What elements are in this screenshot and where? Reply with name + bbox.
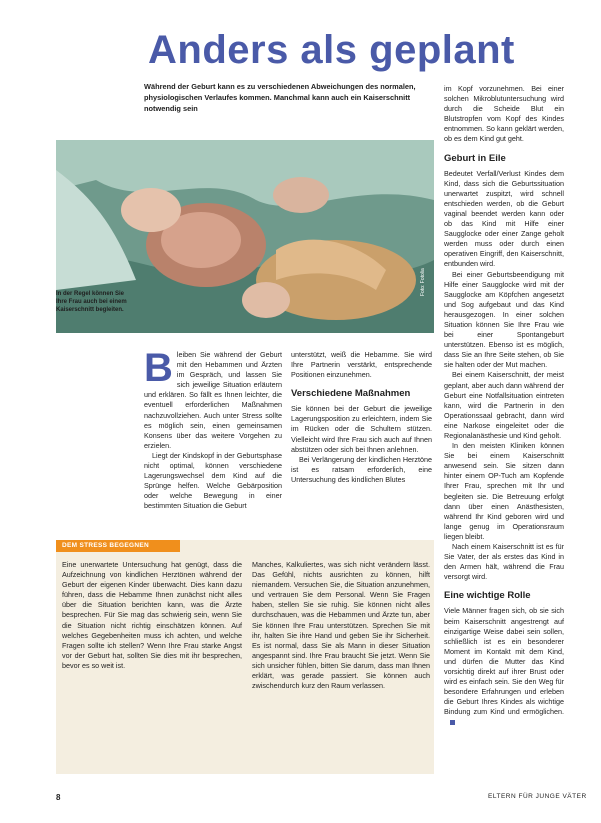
heading-geburt-in-eile: Geburt in Eile (444, 152, 506, 164)
col1-paragraph-2: Liegt der Kindskopf in der Geburtsphase nicht optimal, können verschiedene Lagerungswechsel dem Kind auf die Sprünge helfen. Welche Gebärposition oder welche Bewegung in einer bestimmten Situation die Geburt (144, 450, 282, 511)
stress-sidebar-col-1: Eine unerwartete Untersuchung hat genügt, dass die Aufzeichnung von kindlichen Herztönen während der Geburt der eigenen Kinder überwacht. Dies kann dazu führen, dass die Hebamme Ihnen zunächst nicht alles über die Situation berichten kann, was die Ärzte besprechen. Für Sie mag das schwierig sein, wenn Sie die Situation nicht richtig einschätzen können. Auf welches Gegebenheiten muss ich achten, und welche Fragen sollte ich stellen? Wenn Ihre Frau starke Angst vor der Geburt hat, sollten Sie dies mit ihr besprechen, bevor es so weit ist. (62, 560, 242, 670)
col3-paragraph-3: Bei einer Geburtsbeendigung mit Hilfe einer Saugglocke wird mit der Saugglocke am Köpfchen angesetzt und Sog aufgebaut und das Kind herausgezogen. In einer solchen Situation können Sie Ihre Frau wie bei einer Spontangeburt unterstützen. Ebenso ist es möglich, dass Sie an Ihre Seite stehen, ob Sie sie halten oder der Mut machen. (444, 269, 564, 370)
col3-paragraph-5: In den meisten Kliniken können Sie bei einem Kaiserschnitt anwesend sein. Sie sitzen dann hinter einem OP-Tuch am Kopfende Ihrer Frau, sprechen mit Ihr und begleiten sie. Die Betreuung erfolgt dann über einen Anästhesisten, während Ihr Kind geboren wird und lange genug im Operationsraum liegen bleibt. (444, 441, 564, 541)
end-mark (450, 720, 455, 725)
col1-paragraph-1: leiben Sie während der Geburt mit den Hebammen und Ärzten im Gespräch, und lassen Sie sich jeweilige Situation erläutern und erklären. So fällt es Ihnen leichter, die eventuell erforderlichen Maßnahmen nachzuvollziehen. Auch unter Stress sollte es möglich sein, einen gemeinsamen Konsens über das weitere Vorgehen zu erzielen. (144, 350, 282, 450)
stress-sidebar-heading: DEM STRESS BEGEGNEN (56, 540, 180, 552)
photo-caption: In der Regel können Sie Ihre Frau auch bei einem Kaiserschnitt begleiten. (56, 291, 127, 313)
col2-paragraph-3: Bei Verlängerung der kindlichen Herztöne ist es ratsam erforderlich, eine Untersuchung des kindlichen Blutes (291, 454, 432, 484)
column-1 (144, 346, 282, 512)
article-title: Anders als geplant (148, 28, 515, 72)
col3-paragraph-6: Nach einem Kaiserschnitt ist es für Sie Vater, der als erstes das Kind in den Armen hält, während die Frau versorgt wird. (444, 542, 564, 582)
col3-paragraph-1: im Kopf vorzunehmen. Bei einer solchen Mikroblutuntersuchung wird durch die Scheide Blut ein Blutstropfen vom Kopf des Kindes entnommen. So kann geklärt werden, ob es dem Kind gut geht. (444, 84, 564, 144)
heading-eine-wichtige-rolle: Eine wichtige Rolle (444, 590, 531, 602)
stress-sidebar-col-2: Manches, Kalkuliertes, was sich nicht verändern lässt. Das Gefühl, nichts ausrichten zu können, hilft niemandem. Versuchen Sie, die Situation anzunehmen, und vertrauen Sie dem Personal. Wenn Sie Fragen haben, stellen Sie sie ruhig. Sie können nicht alles durchschauen, was die Hebammen und Ärzte tun, aber Sie können Ihre Frau unterstützen. Sprechen Sie mit ihr, halten Sie ihre Hand und geben Sie ihr Sicherheit. Es ist normal, dass Sie als Mann in dieser Situation angespannt sind. Ihre Frau braucht Sie jetzt. Wenn Sie sich unsicher fühlen, bitten Sie darum, dass man Ihnen erklärt, was gerade passiert. Sie können auch zwischendurch kurz den Raum verlassen. (252, 560, 430, 691)
heading-verschiedene-massnahmen: Verschiedene Maßnahmen (291, 388, 411, 400)
col3-paragraph-2: Bedeutet Verfall/Verlust Kindes dem Kind, dass sich die Geburtssituation unerwartet zuspitzt, wird schnell entschieden werden, ob die Geburt vaginal beendet werden kann oder ob das Kind mit Hilfe einer Saugglocke oder einer Zange geholt werden muss oder durch einen operativen Eingriff, den Kaiserschnitt, entbunden wird. (444, 168, 564, 269)
col2-paragraph-1: unterstützt, weiß die Hebamme. Sie wird Ihre Partnerin verstärkt, entsprechende Positionen einzunehmen. (291, 350, 432, 380)
col2-paragraph-2: Sie können bei der Geburt die jeweilige Lagerungsposition zu erleichtern, indem Sie im Rücken oder die Schultern stützen. Vielleicht wird Ihre Frau sich auch auf Ihnen abstützen oder sich bei Ihnen anlehnen. (291, 404, 432, 454)
col3-paragraph-4: Bei einem Kaiserschnitt, der meist geplant, aber auch dann während der Geburt eine Notfallsituation eintreten kann, wird die Partnerin in den Operationssaal gebracht, dann wird eine Narkose eingeleitet oder die Regionalanästhesie und Kind geholt. (444, 370, 564, 440)
page-number: 8 (56, 793, 61, 802)
magazine-name: ELTERN FÜR JUNGE VÄTER (488, 793, 587, 800)
column-2 (291, 350, 432, 485)
col3-paragraph-7: Viele Männer fragen sich, ob sie sich beim Kaiserschnitt angestrengt auf einzigartige Weise dabei sein sollen, schließlich ist es ein besonderer Moment im Kontakt mit dem Kind, und dürfen die Mutter das Kind vorsichtig direkt auf ihrer Brust oder wird es einfach sein. Sie den Weg für besondere Erfahrungen und erleben die Geburt Ihres Kindes als wichtige Bindung zum Kind und ermöglichen. (444, 606, 564, 727)
article-intro: Während der Geburt kann es zu verschiedenen Abweichungen des normalen, physiologischen Verlaufes kommen. Manchmal kann auch ein Kaiserschnitt notwendig sein (144, 82, 416, 113)
photo-credit: Foto: Fotolia (420, 268, 426, 296)
dropcap: B (144, 346, 173, 390)
column-3 (444, 84, 564, 728)
